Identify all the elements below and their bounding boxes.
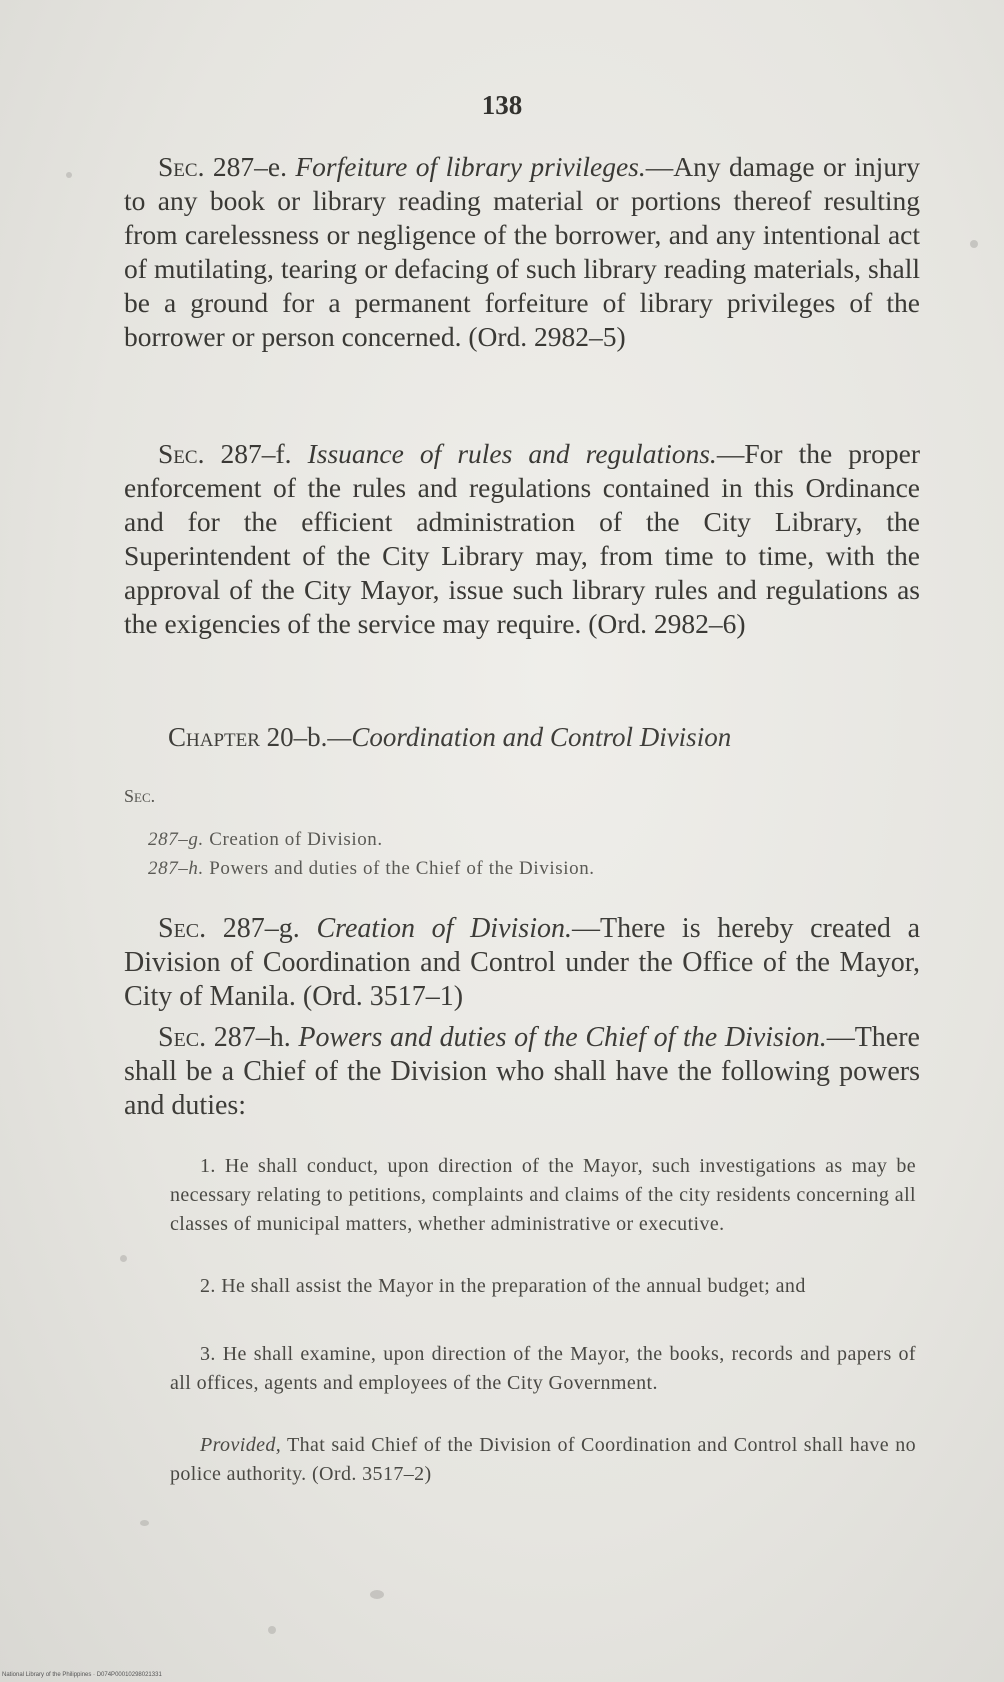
section-287e: [124, 150, 920, 354]
toc-item-text: Creation of Division.: [203, 829, 383, 850]
toc-item-number: 287–g.: [148, 829, 204, 850]
section-body: —For the proper enforcement of the rules and regulations contained in this Ordinance and for the efficient administration of the City Library, the Superintendent of the City Library may, from time to time, with the approval of the City Mayor, issue such library rules and regulations as the exigencies of the service may require. (Ord. 2982–6): [124, 438, 920, 639]
section-label: Sec.: [158, 1022, 207, 1053]
proviso-lead: Provided,: [200, 1434, 282, 1456]
scan-speck: [140, 1520, 149, 1526]
chapter-number: 20–b.: [259, 722, 328, 752]
section-label: Sec.: [158, 913, 207, 944]
toc-item: [148, 829, 383, 851]
chapter-title: —Coordination and Control Division: [327, 722, 732, 752]
scan-speck: [120, 1255, 127, 1262]
section-title: Creation of Division.: [316, 913, 572, 944]
duty-item-2: 2. He shall assist the Mayor in the preparation of the annual budget; and: [200, 1275, 806, 1297]
section-body: —There shall be a Chief of the Division who shall have the following powers and duties:: [124, 1022, 920, 1121]
section-body: —There is hereby created a Division of Coordination and Control under the Office of the Mayor, City of Manila. (Ord. 3517–1): [124, 913, 921, 1012]
section-title: Powers and duties of the Chief of the Division.: [298, 1022, 827, 1053]
chapter-label: Chapter: [168, 722, 260, 752]
toc-item-number: 287–h.: [148, 858, 204, 879]
toc-item-text: Powers and duties of the Chief of the Division.: [203, 858, 595, 879]
section-number: 287–g.: [206, 913, 317, 944]
duty-item-3: 3. He shall examine, upon direction of the Mayor, the books, records and papers of all offices, agents and employees of the City Government.: [170, 1343, 916, 1394]
section-number: 287–h.: [206, 1022, 299, 1053]
chapter-heading: [168, 722, 731, 753]
duty-item-1: 1. He shall conduct, upon direction of the Mayor, such investigations as may be necessary relating to petitions, complaints and claims of the city residents concerning all classes of municipal matters, whether administrative or executive.: [170, 1155, 916, 1235]
section-287g: [124, 912, 920, 1014]
section-label: Sec.: [158, 438, 205, 469]
toc-label: Sec.: [124, 786, 156, 806]
scan-speck: [268, 1626, 276, 1634]
page-number: 138: [481, 90, 523, 120]
scan-footer: National Library of the Philippines · D074P00010298021331: [2, 1672, 162, 1678]
section-body: —Any damage or injury to any book or library reading material or portions thereof resulting from carelessness or negligence of the borrower, and any intentional act of mutilating, tearing or defacing of such library reading materials, shall be a ground for a permanent forfeiture of library privileges of the borrower or person concerned. (Ord. 2982–5): [124, 151, 920, 352]
section-number: 287–e.: [204, 151, 296, 182]
proviso-body: That said Chief of the Division of Coordination and Control shall have no police authority. (Ord. 3517–2): [170, 1434, 916, 1485]
scan-speck: [370, 1590, 384, 1599]
section-label: Sec.: [158, 151, 205, 182]
section-287f: [124, 437, 920, 641]
section-title: Forfeiture of library privileges.: [295, 151, 646, 182]
scan-speck: [970, 240, 978, 248]
section-number: 287–f.: [204, 438, 308, 469]
toc-item: [148, 858, 595, 880]
section-287h: [124, 1021, 920, 1123]
scan-speck: [66, 172, 72, 178]
proviso: [170, 1431, 916, 1489]
section-title: Issuance of rules and regulations.: [307, 438, 717, 469]
